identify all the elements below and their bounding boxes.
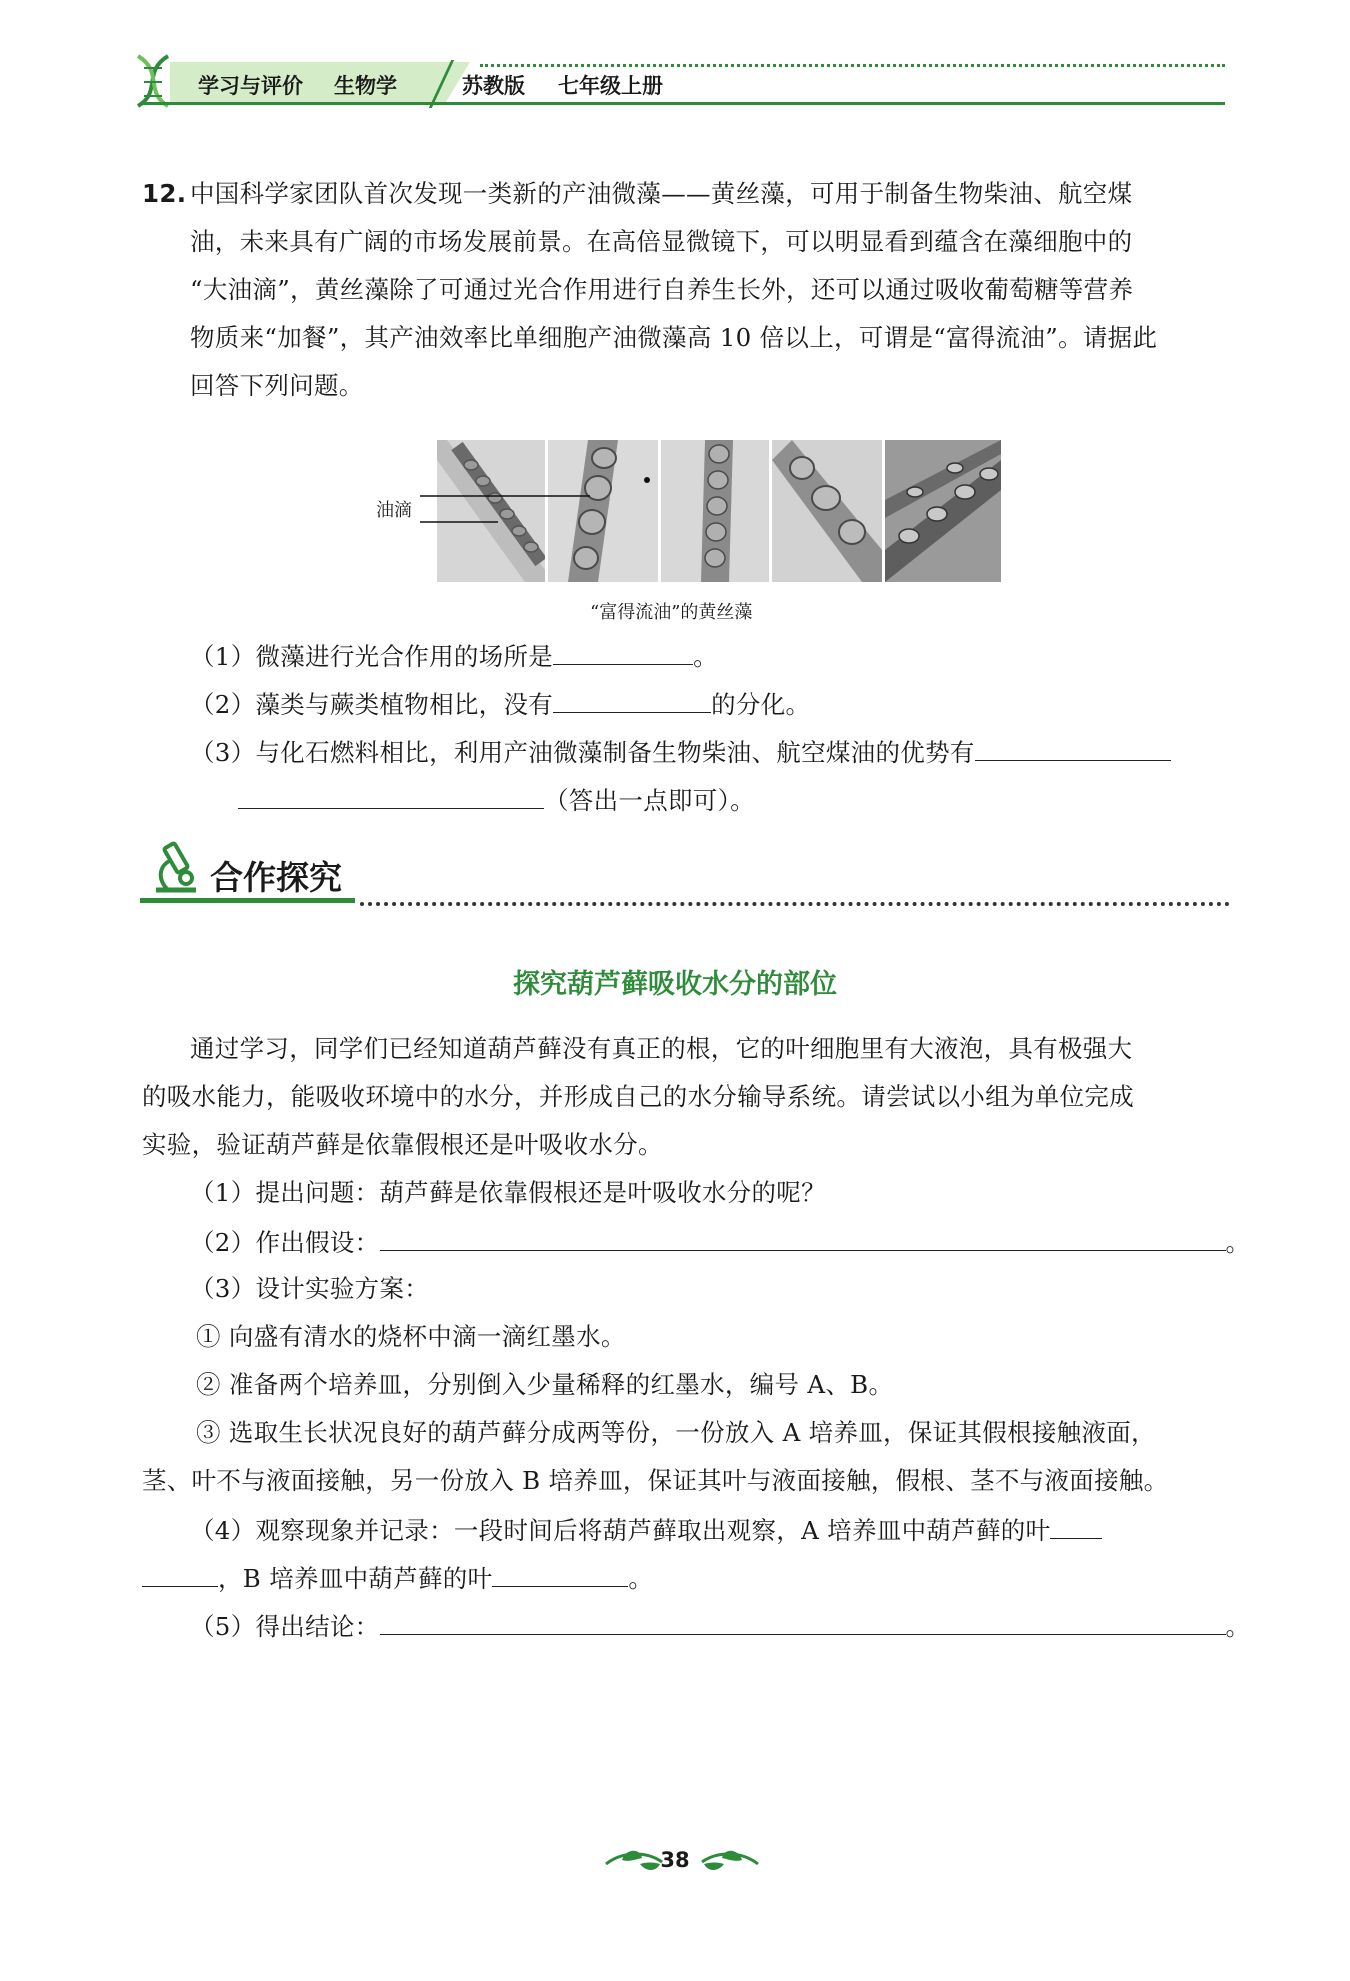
plan-step-3: ③ 选取生长状况良好的葫芦藓分成两等份，一份放入 A 培养皿，保证其假根接触液面，: [196, 1418, 1156, 1447]
figure-caption: “富得流油”的黄丝藻: [590, 602, 753, 623]
microscope-icon: [146, 838, 206, 898]
step-5: （5）得出结论： 。: [190, 1608, 1250, 1644]
answer-blank[interactable]: [553, 638, 693, 665]
header-rule: [140, 102, 1225, 105]
hypothesis-blank[interactable]: [380, 1224, 1226, 1251]
plan-step-2: ② 准备两个培养皿，分别倒入少量稀释的红墨水，编号 A、B。: [196, 1370, 894, 1399]
section-underline: [140, 898, 355, 903]
micrograph-panel: [661, 440, 769, 582]
header-subject: 生物学: [334, 74, 397, 98]
step-4: （4）观察现象并记录：一段时间后将葫芦藓取出观察，A 培养皿中葫芦藓的叶: [190, 1512, 1102, 1548]
answer-blank[interactable]: [975, 734, 1171, 761]
header-dotted-rule: [480, 64, 1225, 67]
observation-b-blank[interactable]: [492, 1560, 628, 1587]
question-line: 物质来“加餐”，其产油效率比单细胞产油微藻高 10 倍以上，可谓是“富得流油”。请据此: [190, 323, 1158, 352]
section-title: 合作探究: [210, 858, 342, 897]
observation-a-blank[interactable]: [1050, 1512, 1102, 1539]
header-grade: 七年级上册: [558, 74, 663, 98]
observation-a-blank-cont[interactable]: [142, 1560, 218, 1587]
step-2: （2）作出假设： 。: [190, 1224, 1250, 1260]
question-number: 12.: [142, 179, 187, 208]
answer-blank[interactable]: [238, 782, 544, 809]
intro-line: 通过学习，同学们已经知道葫芦藓没有真正的根，它的叶细胞里有大液泡，具有极强大: [190, 1034, 1133, 1063]
oil-droplet-pointer-lines: [420, 488, 600, 528]
sub-question-3-cont: （答出一点即可）。: [238, 782, 755, 818]
header-series: 学习与评价: [198, 74, 303, 98]
plan-step-3-cont: 茎、叶不与液面接触，另一份放入 B 培养皿，保证其叶与液面接触，假根、茎不与液面接触。: [142, 1466, 1169, 1495]
experiment-title: 探究葫芦藓吸收水分的部位: [513, 969, 837, 1000]
plan-step-1: ① 向盛有清水的烧杯中滴一滴红墨水。: [196, 1322, 626, 1351]
oil-droplet-label: 油滴: [376, 500, 412, 521]
sub-question-1: （1）微藻进行光合作用的场所是 。: [190, 638, 718, 674]
intro-line: 实验，验证葫芦藓是依靠假根还是叶吸收水分。: [142, 1130, 663, 1159]
intro-line: 的吸水能力，能吸收环境中的水分，并形成自己的水分输导系统。请尝试以小组为单位完成: [142, 1082, 1134, 1111]
sub-question-2: （2）藻类与蕨类植物相比，没有 的分化。: [190, 686, 810, 722]
section-dotted-rule: [360, 902, 1230, 906]
step-3: （3）设计实验方案：: [190, 1274, 430, 1303]
header-edition: 苏教版: [462, 74, 525, 98]
page-number: 38: [660, 1848, 690, 1872]
question-line: 回答下列问题。: [190, 371, 364, 400]
micrograph-panel: [772, 440, 882, 582]
question-line: “大油滴”，黄丝藻除了可通过光合作用进行自养生长外，还可以通过吸收葡萄糖等营养: [190, 275, 1134, 304]
micrograph-panel: [885, 440, 1001, 582]
answer-blank[interactable]: [553, 686, 711, 713]
question-line: 油，未来具有广阔的市场发展前景。在高倍显微镜下，可以明显看到蕴含在藻细胞中的: [190, 227, 1133, 256]
question-line: 中国科学家团队首次发现一类新的产油微藻——黄丝藻，可用于制备生物柴油、航空煤: [190, 179, 1133, 208]
sub-question-3: （3）与化石燃料相比，利用产油微藻制备生物柴油、航空煤油的优势有: [190, 734, 1171, 770]
conclusion-blank[interactable]: [380, 1608, 1226, 1635]
step-4-cont: ，B 培养皿中葫芦藓的叶 。: [142, 1560, 653, 1596]
leaf-ornament-right-icon: [700, 1846, 760, 1876]
step-1: （1）提出问题：葫芦藓是依靠假根还是叶吸收水分的呢？: [190, 1178, 826, 1207]
